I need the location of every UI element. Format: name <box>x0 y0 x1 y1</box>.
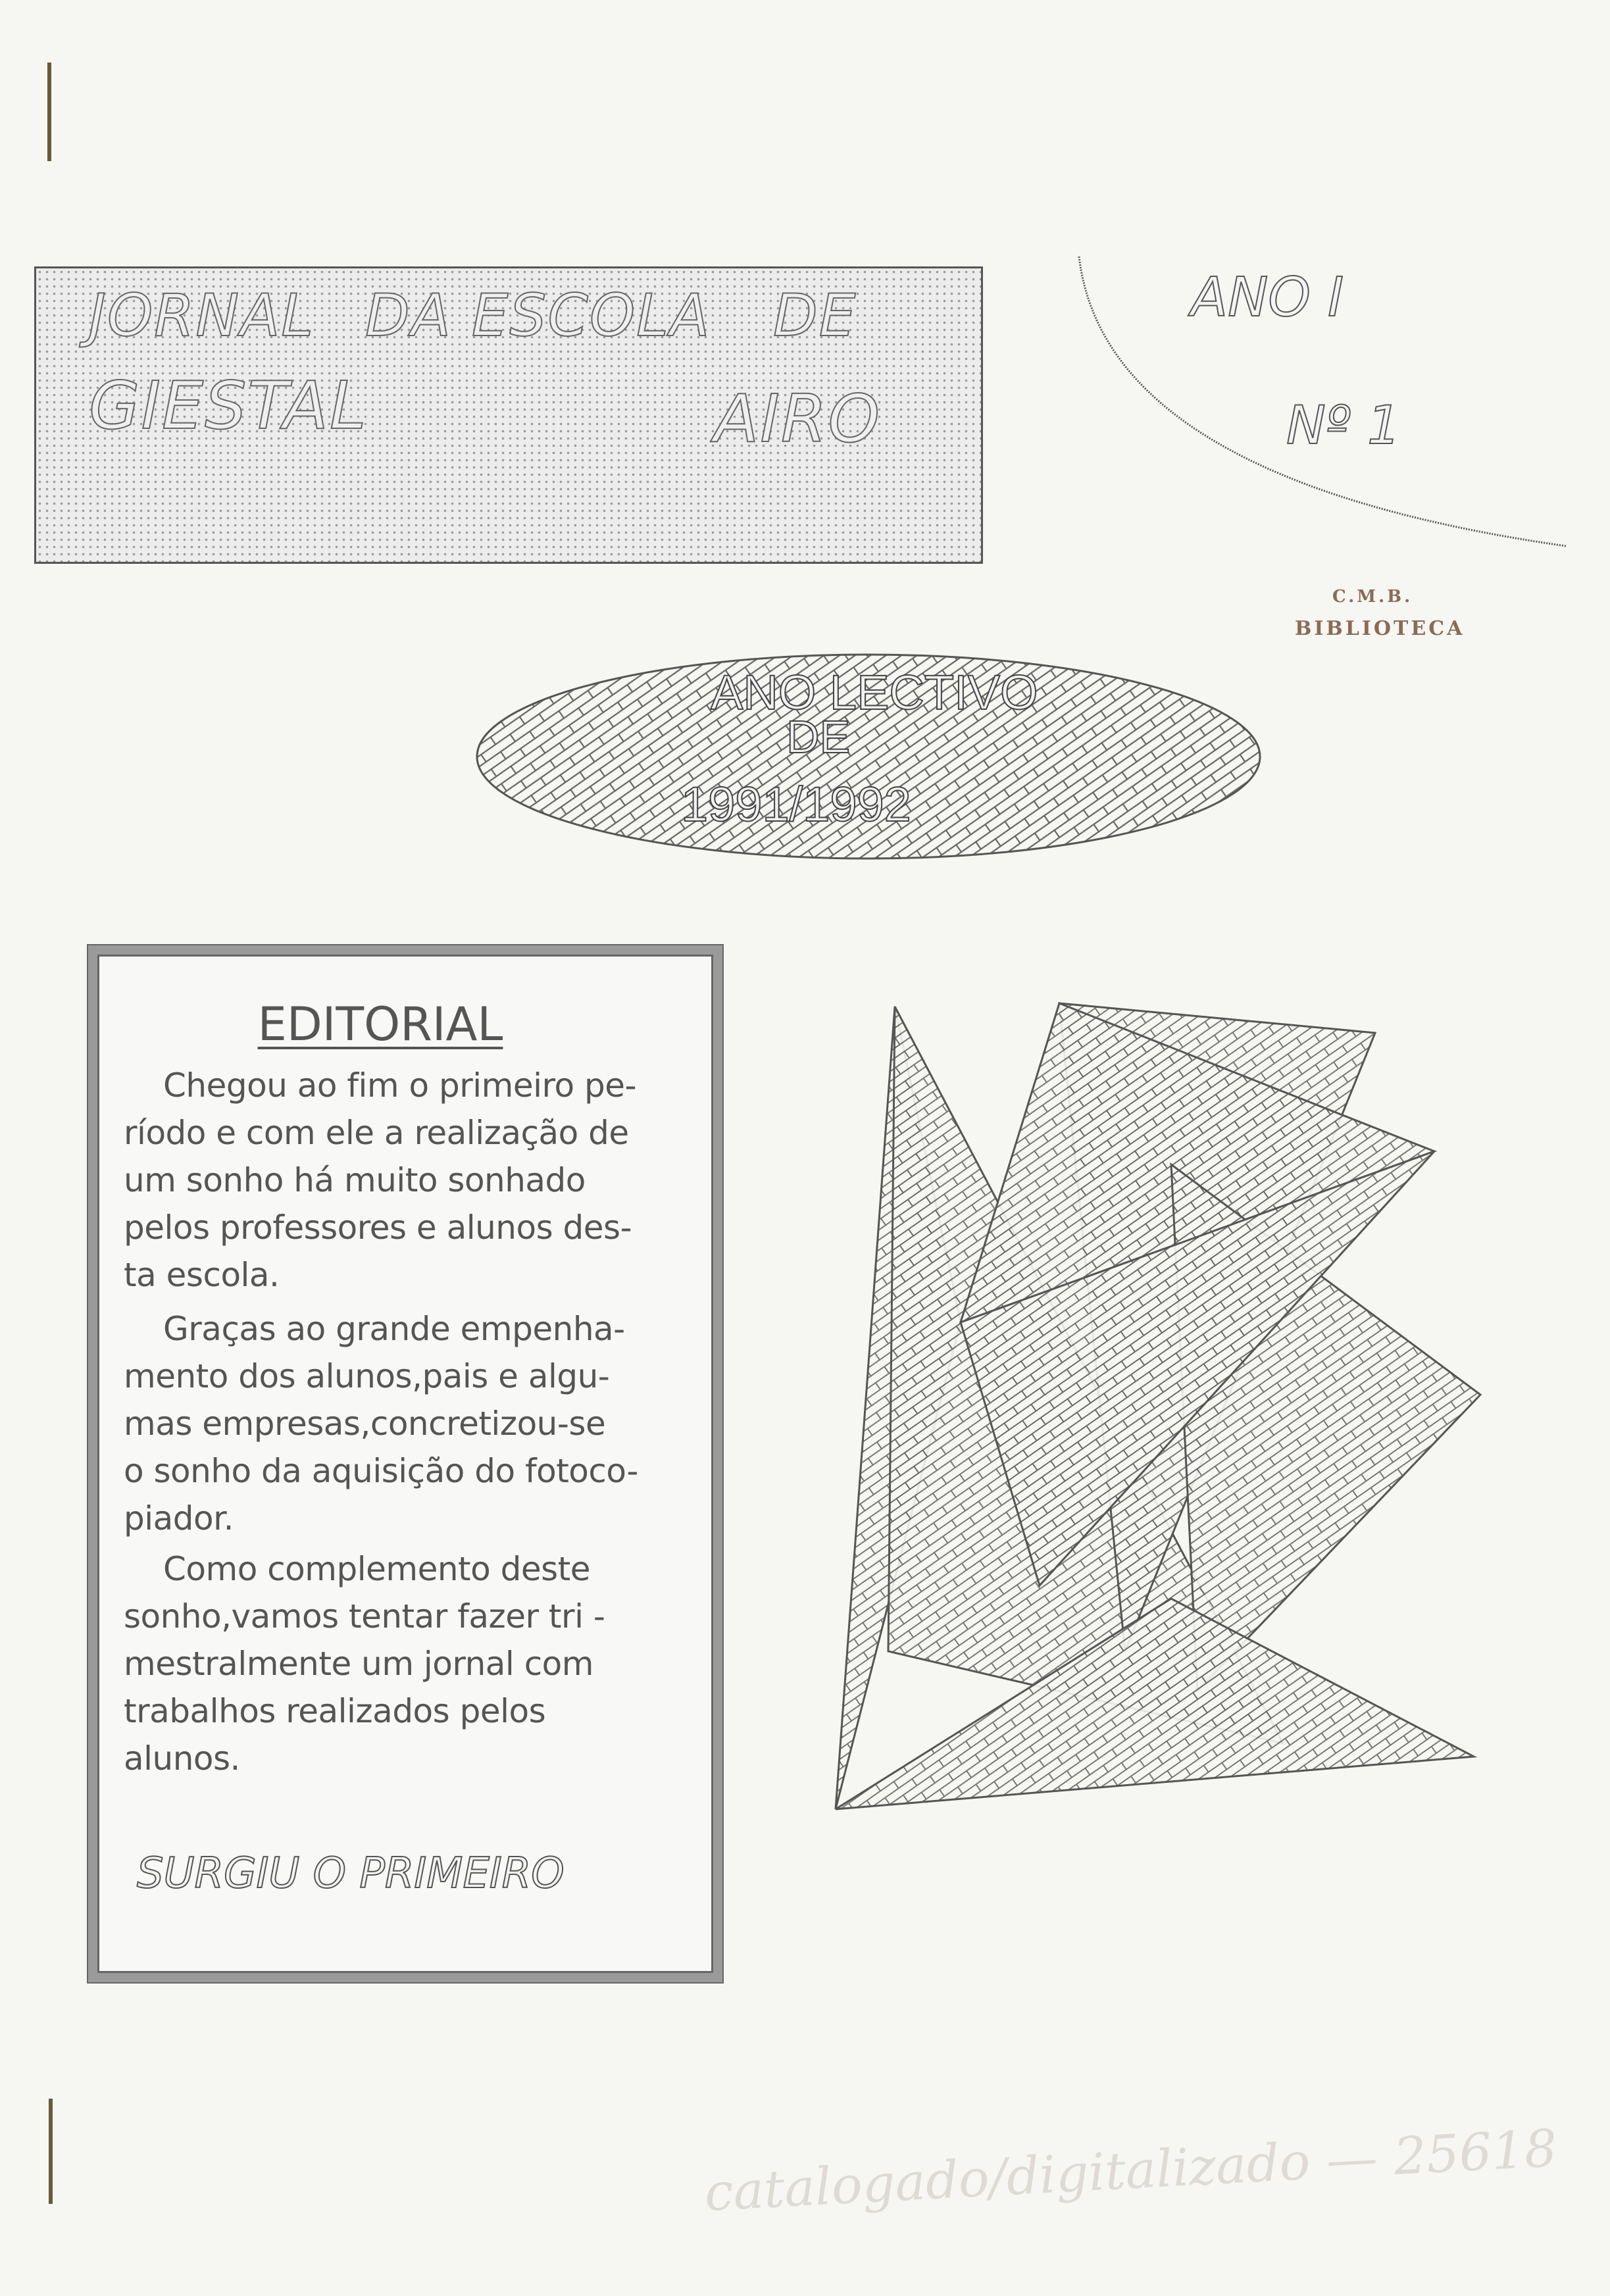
issue-year: ANO I <box>1191 266 1344 329</box>
editorial-line: Graças ao grande empenha- <box>163 1310 625 1348</box>
editorial-line: trabalhos realizados pelos <box>124 1692 546 1730</box>
editorial-line: um sonho há muito sonhado <box>124 1161 586 1199</box>
decorative-geometric-illustration <box>743 993 1500 1829</box>
editorial-line: ta escola. <box>124 1256 280 1294</box>
editorial-line: pelos professores e alunos des- <box>124 1209 632 1247</box>
school-year-line-2: DE <box>786 711 851 762</box>
editorial-line: mento dos alunos,pais e algu- <box>124 1357 610 1395</box>
editorial-line: mestralmente um jornal com <box>124 1645 593 1683</box>
stamp-line-1: C.M.B. <box>1332 587 1413 607</box>
masthead-giestal: GIESTAL <box>89 367 368 444</box>
masthead-de: DE <box>773 282 857 349</box>
editorial-line: piador. <box>124 1499 234 1537</box>
editorial-title: EDITORIAL <box>257 997 503 1051</box>
editorial-signoff: SURGIU O PRIMEIRO <box>137 1849 565 1898</box>
issue-number: Nº 1 <box>1286 395 1401 456</box>
binder-mark-bottom <box>49 2099 53 2204</box>
editorial-line: sonho,vamos tentar fazer tri - <box>124 1597 605 1635</box>
masthead-jornal: JORNAL <box>89 282 315 349</box>
masthead-box <box>34 266 983 564</box>
school-year-line-1: ANO LECTIVO <box>711 665 1038 720</box>
masthead-airo: AIRO <box>714 380 882 457</box>
editorial-line: Como complemento deste <box>163 1550 591 1588</box>
editorial-line: o sonho da aquisição do fotoco- <box>124 1452 638 1490</box>
stamp-line-2: BIBLIOTECA <box>1295 617 1465 640</box>
editorial-line: ríodo e com ele a realização de <box>124 1114 629 1152</box>
pencil-annotation: catalogado/digitalizado — 25618 <box>703 2119 1559 2223</box>
editorial-box <box>87 944 724 1984</box>
school-year-line-3: 1991/1992 <box>681 777 911 832</box>
editorial-line: mas empresas,concretizou-se <box>124 1405 606 1443</box>
editorial-line: alunos. <box>124 1739 240 1778</box>
masthead-da-escola: DA ESCOLA <box>365 282 711 349</box>
editorial-line: Chegou ao fim o primeiro pe- <box>163 1066 637 1105</box>
binder-mark-top <box>47 62 51 161</box>
